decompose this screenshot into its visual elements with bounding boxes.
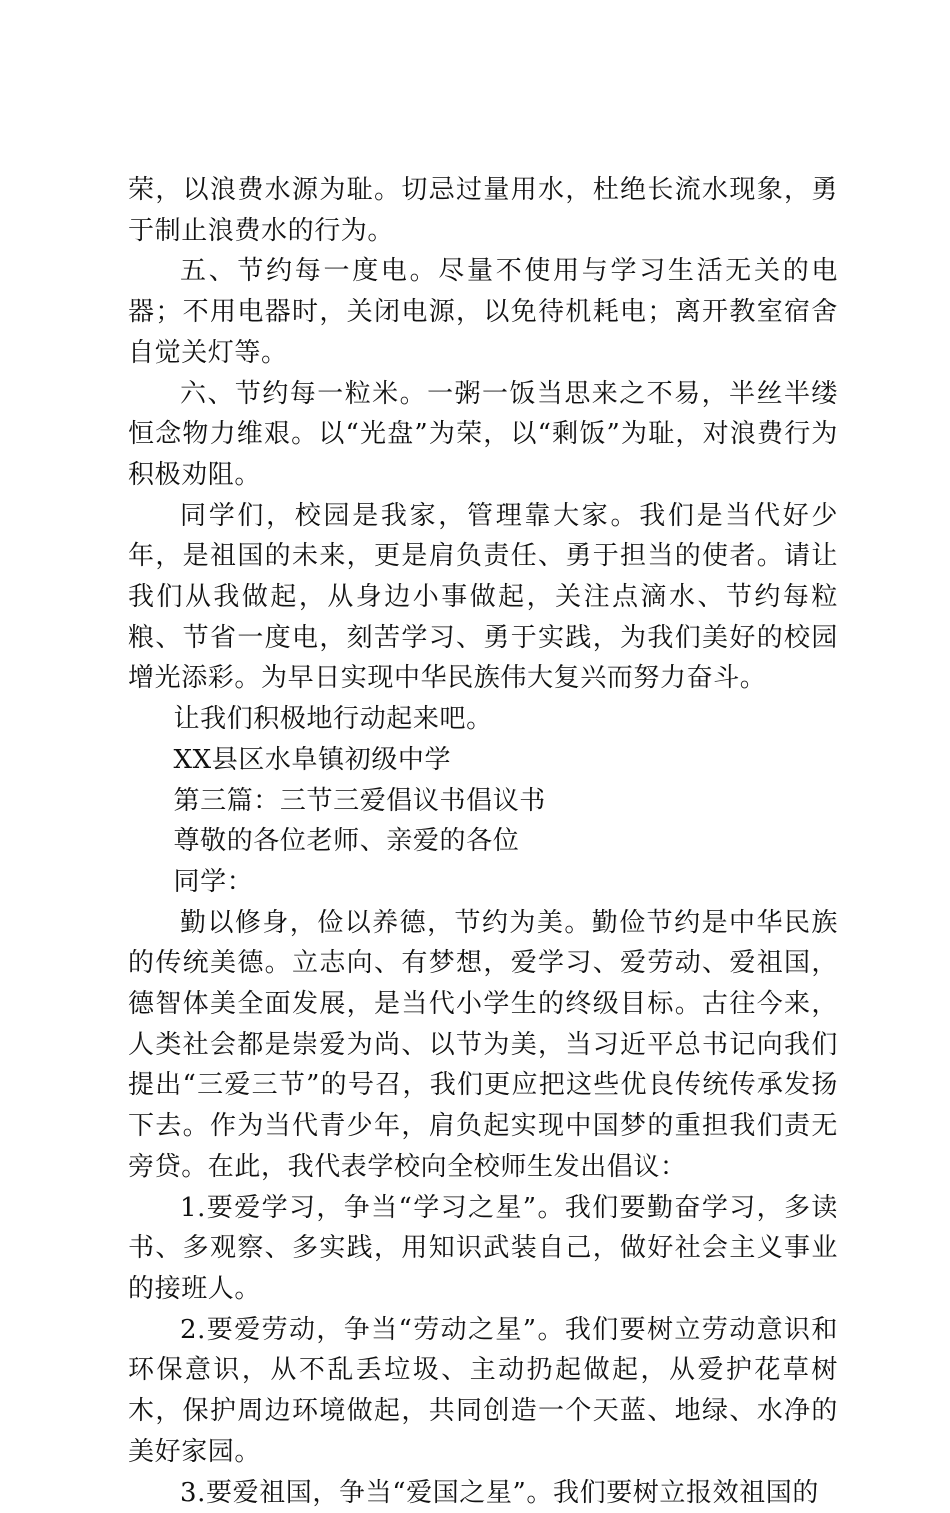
paragraph-intro: 勤以修身，俭以养德，节约为美。勤俭节约是中华民族的传统美德。立志向、有梦想，爱学习、爱劳动、爱祖国，德智体美全面发展，是当代小学生的终级目标。古往今来，人类社会都是崇爱为尚、以节为美，当习近平总书记向我们提出“三爱三节”的号召，我们更应把这些优良传统传承发扬下去。作为当代青少年，肩负起实现中国梦的重担我们责无旁贷。在此，我代表学校向全校师生发出倡议： xyxy=(128,903,838,1188)
paragraph-call-to-action: 让我们积极地行动起来吧。 xyxy=(128,699,838,740)
paragraph-save-electricity: 五、节约每一度电。尽量不使用与学习生活无关的电器；不用电器时，关闭电源，以免待机耗电；离开教室宿舍自觉关灯等。 xyxy=(128,251,838,373)
document-body xyxy=(128,170,838,1513)
paragraph-love-learning: 1.要爱学习，争当“学习之星”。我们要勤奋学习，多读书、多观察、多实践，用知识武装自己，做好社会主义事业的接班人。 xyxy=(128,1188,838,1310)
paragraph-love-country: 3.要爱祖国，争当“爱国之星”。我们要树立报效祖国的 xyxy=(128,1473,838,1513)
paragraph-classmates-appeal: 同学们，校园是我家，管理靠大家。我们是当代好少年，是祖国的未来，更是肩负责任、勇于担当的使者。请让我们从我做起，从身边小事做起，关注点滴水、节约每粒粮、节省一度电，刻苦学习、勇于实践，为我们美好的校园增光添彩。为早日实现中华民族伟大复兴而努力奋斗。 xyxy=(128,496,838,700)
school-signature: XX县区水阜镇初级中学 xyxy=(128,740,838,781)
section-title: 第三篇：三节三爱倡议书倡议书 xyxy=(128,781,838,822)
paragraph-love-labor: 2.要爱劳动，争当“劳动之星”。我们要树立劳动意识和环保意识，从不乱丢垃圾、主动扔起做起，从爱护花草树木，保护周边环境做起，共同创造一个天蓝、地绿、水净的美好家园。 xyxy=(128,1310,838,1473)
salutation-line-2: 同学： xyxy=(128,862,838,903)
salutation-line-1: 尊敬的各位老师、亲爱的各位 xyxy=(128,821,838,862)
paragraph-save-rice: 六、节约每一粒米。一粥一饭当思来之不易，半丝半缕恒念物力维艰。以“光盘”为荣，以“剩饭”为耻，对浪费行为积极劝阻。 xyxy=(128,374,838,496)
paragraph-water-continued: 荣，以浪费水源为耻。切忌过量用水，杜绝长流水现象，勇于制止浪费水的行为。 xyxy=(128,170,838,251)
